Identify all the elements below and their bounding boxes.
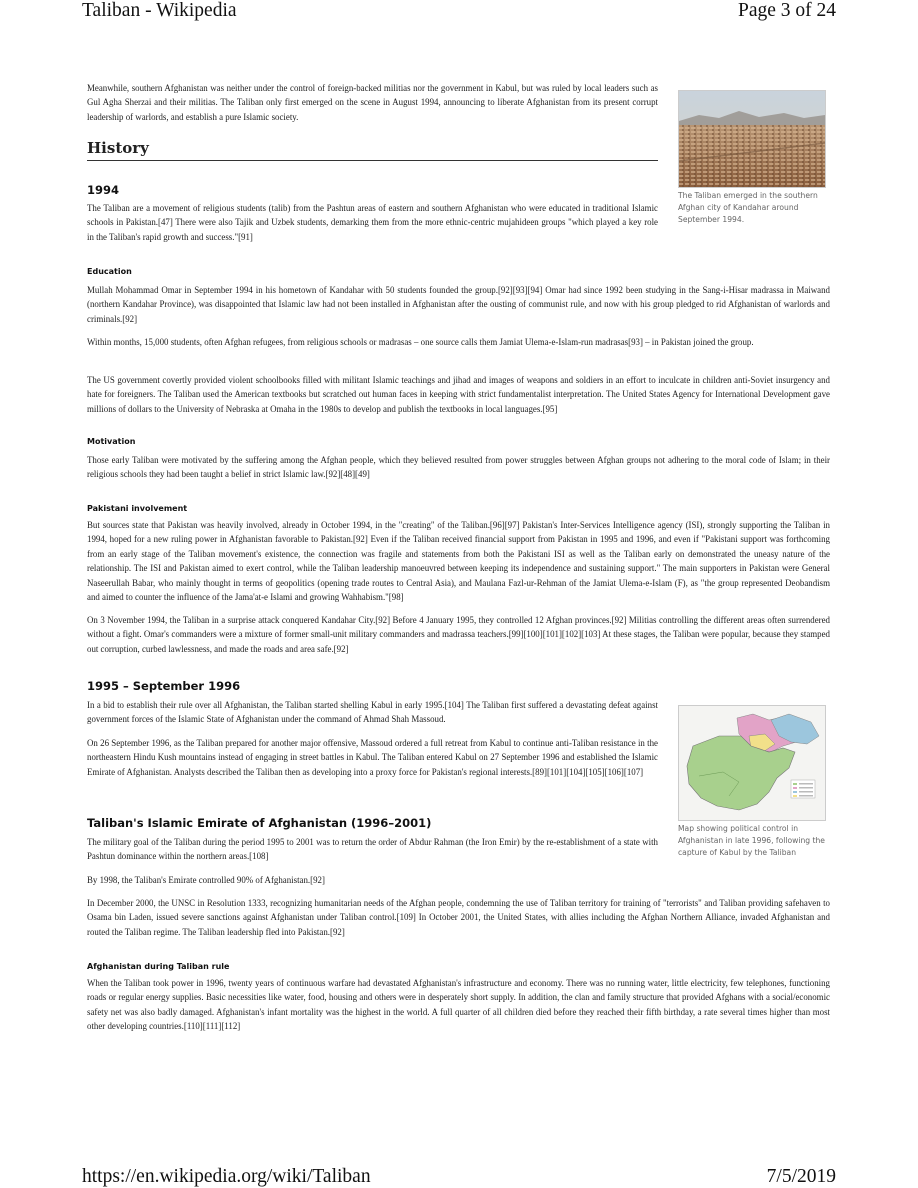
section-1995-paragraph-2: On 26 September 1996, as the Taliban prepared for another major offensive, Massoud ordered a full retreat from Kabul to continue anti-Taliban resistance in the northeastern Hindu Kush mountains instead of engaging in street battles in Kabul. The Taliban entered Kabul on 27 September 1996 and established the Islamic Emirate of Afghanistan. Analysts described the Taliban then as developing into a proxy force for Pakistan's regional interests.[89][101][104][105][106][107] bbox=[87, 738, 658, 777]
map-caption: Map showing political control in Afghanistan in late 1996, following the capture of Kabul by the Taliban bbox=[678, 824, 825, 857]
motivation-paragraph: Those early Taliban were motivated by the suffering among the Afghan people, which they believed resulted from power struggles between Afghan groups not adhering to the moral code of Islam; in their religious schools they had been taught a belief in strict Islamic law.[92][48][49] bbox=[87, 455, 830, 480]
pakistani-paragraph-2: On 3 November 1994, the Taliban in a surprise attack conquered Kandahar City.[92] Before 4 January 1995, they controlled 12 Afghan provinces.[92] Militias controlling the different areas often surrendered without a fight. Omar's commanders were a mixture of former small-unit military commanders and madrassa teachers.[99][100][101][102][103] At these stages, the Taliban were popular, because they stamped out corruption, curbed lawlessness, and made the roads and area safe.[92] bbox=[87, 615, 830, 654]
during-rule-paragraph: When the Taliban took power in 1996, twenty years of continuous warfare had devastated Afghanistan's infrastructure and economy. There was no running water, little electricity, few telephones, functioning roads or regular energy supplies. Basic necessities like water, food, housing and others were in desperately short supply. In addition, the clan and family structure that provided Afghans with a social/economic safety net was also badly damaged. Afghanistan's infant mortality was the highest in the world. A full quarter of all children died before they reached their fifth birthday, a rate several times higher than most other developing countries.[110][111][112] bbox=[87, 978, 830, 1032]
emirate-paragraph-3: In December 2000, the UNSC in Resolution 1333, recognizing humanitarian needs of the Afghan people, condemning the use of Taliban territory for training of "terrorists" and Taliban providing safehaven to Osama bin Laden, issued severe sanctions against Afghanistan under Taliban control.[109] In October 2001, the United States, with allies including the Afghan Northern Alliance, invaded Afghanistan and routed the Taliban regime. The Taliban leadership fled into Pakistan.[92] bbox=[87, 898, 830, 937]
education-paragraph-3: The US government covertly provided violent schoolbooks filled with militant Islamic teachings and jihad and images of weapons and soldiers in an effort to inculcate in children anti-Soviet insurgency and hate for foreigners. The Taliban used the American textbooks but scratched out human faces in keeping with strict fundamentalist interpretation. The United States Agency for International Development gave millions of dollars to the University of Nebraska at Omaha in the 1980s to develop and publish the textbooks in local languages.[95] bbox=[87, 375, 830, 414]
emirate-paragraph-1: The military goal of the Taliban during the period 1995 to 2001 was to return the order of Abdur Rahman (the Iron Emir) by the re-establishment of a state with Pashtun dominance within the northern areas.[108] bbox=[87, 837, 658, 862]
education-paragraph-1: Mullah Mohammad Omar in September 1994 in his hometown of Kandahar with 50 students founded the group.[92][93][94] Omar had since 1992 been studying in the Sang-i-Hisar madrassa in Maiwand (northern Kandahar Province), was disappointed that Islamic law had not been installed in Afghanistan after the ousting of communist rule, and now with his group pledged to rid Afghanistan of warlords and criminals.[92] bbox=[87, 285, 830, 324]
intro-text: Meanwhile, southern Afghanistan was neither under the control of foreign-backed militias nor the government in Kabul, but was ruled by local leaders such as Gul Agha Sherzai and their militias. The Taliban only first emerged on the scene in August 1994, announcing to liberate Afghanistan from its present corrupt leadership of warlords, and establish a pure Islamic society. bbox=[87, 83, 658, 122]
emirate-paragraph-2: By 1998, the Taliban's Emirate controlled 90% of Afghanistan.[92] bbox=[87, 875, 325, 885]
heading-1995-1996: 1995 – September 1996 bbox=[87, 679, 241, 693]
map-figure bbox=[678, 705, 828, 859]
section-1995-paragraph-1: In a bid to establish their rule over all Afghanistan, the Taliban started shelling Kabul in early 1995.[104] The Taliban first suffered a devastating defeat against government forces of the Islamic State of Afghanistan under the command of Ahmad Shah Massoud. bbox=[87, 700, 658, 725]
heading-1994: 1994 bbox=[87, 183, 120, 197]
paragraph-1994: The Taliban are a movement of religious students (talib) from the Pashtun areas of eastern and southern Afghanistan who were educated in traditional Islamic schools in Pakistan.[47] There were also Tajik and Uzbek students, demarking them from the more ethnic-centric mujahideen groups "which played a key role in the Taliban's rapid growth and success."[91] bbox=[87, 203, 658, 242]
kandahar-caption: The Taliban emerged in the southern Afghan city of Kandahar around September 1994. bbox=[678, 191, 818, 224]
intro-paragraph bbox=[87, 81, 658, 124]
heading-education: Education bbox=[87, 267, 132, 276]
footer-url: https://en.wikipedia.org/wiki/Taliban bbox=[82, 1166, 371, 1187]
education-paragraph-2: Within months, 15,000 students, often Afghan refugees, from religious schools or madrasas – one source calls them Jamiat Ulema-e-Islam-run madrasas[93] – in Pakistan joined the group. bbox=[87, 337, 754, 347]
footer-date: 7/5/2019 bbox=[766, 1166, 836, 1187]
page-header-title: Taliban - Wikipedia bbox=[82, 0, 237, 21]
heading-pakistani-involvement: Pakistani involvement bbox=[87, 504, 188, 513]
page-number: Page 3 of 24 bbox=[737, 0, 836, 21]
heading-islamic-emirate: Taliban's Islamic Emirate of Afghanistan (1996–2001) bbox=[87, 816, 432, 830]
history-heading: History bbox=[87, 139, 658, 161]
afghanistan-control-map bbox=[678, 705, 826, 821]
pakistani-paragraph-1: But sources state that Pakistan was heavily involved, already in October 1994, in the "creating" of the Taliban.[96][97] Pakistan's Inter-Services Intelligence agency (ISI), strongly supporting the Taliban in 1994, hoped for a new ruling power in Afghanistan favorable to Pakistan.[92] Even if the Taliban received financial support from Pakistan in 1995 and 1996, and even if "Pakistani support was forthcoming from an early stage of the Taliban movement's existence, the connection was fragile and statements from both the Pakistani ISI as well as the Taliban early on demonstrated the uneasy nature of the relationship. The ISI and Pakistan aimed to exert control, while the Taliban leadership manoeuvred between keeping its independence and sustaining support." The main supporters in Pakistan were General Naseerullah Babar, who mainly thought in terms of geopolitics (opening trade routes to Central Asia), and Maulana Fazl-ur-Rehman of the Jamiat Ulema-e-Islam (F), as "the group represented Deobandism and aimed to counter the influence of the Jama'at-e Islami and growing Wahhabism."[98] bbox=[87, 520, 830, 603]
kandahar-photo bbox=[678, 90, 826, 188]
heading-motivation: Motivation bbox=[87, 437, 136, 446]
kandahar-figure bbox=[678, 90, 828, 226]
heading-during-taliban-rule: Afghanistan during Taliban rule bbox=[87, 962, 230, 971]
